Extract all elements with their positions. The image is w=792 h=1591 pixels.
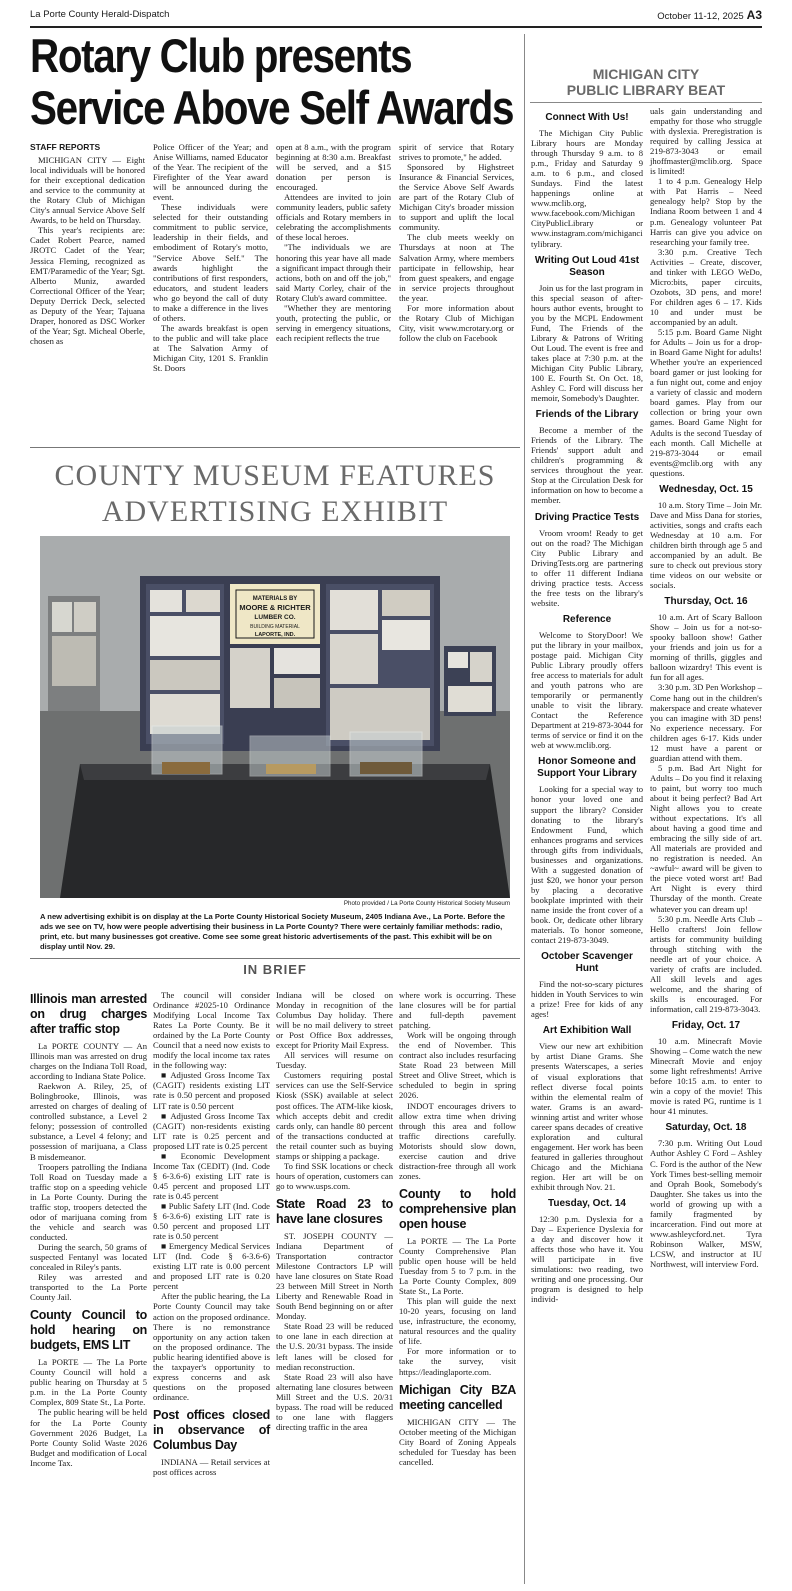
paragraph: All services will resume on Tuesday. <box>276 1050 393 1071</box>
paragraph: 5 p.m. Bad Art Night for Adults – Do you find it relaxing to paint, but worry too much about it being perfect? Bad Art Night allows you to create without expectations. It's all about having a good time and embracing the silly side of art. All materials are provided and no registration is needed. An ~awful~ award will be given to the piece voted worst art! Bad Art Night is every third Thursday of the month. Create whatever you can dream up! <box>650 762 762 914</box>
paragraph: Sponsored by Highstreet Insurance & Financial Services, the Service Above Self Awards are part of the Rotary Club of Michigan City's broader mission to support and uplift the local community. <box>399 162 514 233</box>
library-section-heading: Thursday, Oct. 16 <box>664 596 748 608</box>
paragraph: The Michigan City Public Library hours are Monday through Thursday 9 a.m. to 8 p.m., Friday and Saturday 9 a.m. to 6 p.m., and closed Sundays. Find the latest happenings online at www.mclib.org, www.facebook.com/Michigan CityPublicLibrary or www.instagram.com/michigancitylibrary. <box>531 128 643 249</box>
brief-headline: Illinois man arrested on drug charges after traffic stop <box>30 992 147 1036</box>
paragraph: "The individuals we are honoring this year have all made a significant impact through their actions, both on and off the job," said Marty Corley, chair of the Rotary Club's award committee. <box>276 242 391 303</box>
paragraph: Welcome to StoryDoor! We put the library in your mailbox, postage paid. Michigan City Public Library proudly offers free access to materials for adult and youth patrons who are temporarily or permanently unable to visit the library. Contact the Reference Department at 219-873-3044 for terms of service or find it on the web at www.mclib.org. <box>531 629 643 751</box>
paragraph: spirit of service that Rotary strives to promote," he added. <box>399 142 514 163</box>
paragraph: MICHIGAN CITY — Eight local individuals will be honored for their exceptional dedication and service to the community at the Rotary Club of Michigan City's annual Service Above Self Awards, to be held on Thursday. <box>30 155 145 226</box>
section-divider <box>30 447 520 448</box>
library-section-heading: Friday, Oct. 17 <box>671 1020 741 1032</box>
byline: STAFF REPORTS <box>30 142 101 152</box>
paragraph: 5:30 p.m. Needle Arts Club – Hello crafters! Join fellow artists for community building through stitching with the needle art of your choice. A variety of crafts are included. All skill levels and ages welcome, and the sharing of skills is encouraged. For information, call 219-873-3043. <box>650 913 762 1014</box>
paragraph: La PORTE — The La Porte County Comprehensive Plan public open house will be held Tuesday from 5 to 7 p.m. in the La Porte County Complex, 809 State St., La Porte. <box>399 1235 516 1297</box>
sign-text-4: BUILDING MATERIAL <box>250 624 300 630</box>
paragraph: 7:30 p.m. Writing Out Loud Author Ashley C Ford – Ashley C. Ford is the author of the New York Times best-selling memoir and Oprah Book, Somebody's Daughter. She takes us into the world of growing up with a family fragmented by incarceration. Find out more at www.ashleycford.net. Tyra Robinson Walker, MSW, LCSW, and instructor at IU Northwest, will interview Ford. <box>650 1138 762 1269</box>
header-rule <box>30 26 762 28</box>
rotary-col-4 <box>399 142 514 343</box>
brief-headline: Michigan City BZA meeting cancelled <box>399 1382 516 1412</box>
exhibit-photo <box>40 536 510 898</box>
library-col-a <box>531 106 643 1305</box>
brief-headline: State Road 23 to have lane closures <box>276 1196 393 1226</box>
photo-caption: A new advertising exhibit is on display at the La Porte County Historical Society Museum, 2405 Indiana Ave., La Porte. Before the ads we see on TV, how were people advertising their business in La Porte County? There were certainly familiar methods: radio, print, etc. but many businesses got creative. Come see some great historic advertisements of the past. This exhibit will be on display until Nov. 29. <box>40 912 506 951</box>
issue-date: October 11-12, 2025 <box>657 11 744 22</box>
page-number: A3 <box>746 8 762 22</box>
library-title-line-2: PUBLIC LIBRARY BEAT <box>566 82 726 98</box>
paragraph: 5:15 p.m. Board Game Night for Adults – Join us for a drop-in Board Game Night for adults! Whether you're an experienced board gamer or just looking for a fun night out, come and enjoy a variety of classic and modern board games. Play from our collection or bring your own games. Board Game Night for Adults is the second Tuesday of each month. Call Michelle at 219-873-3044 or email events@mclib.org with any questions. <box>650 327 762 478</box>
section-divider <box>30 958 520 959</box>
sign-text-3: LUMBER CO. <box>254 614 296 621</box>
paragraph: Customers requiring postal services can use the Self-Service Kiosk (SSK) available at select post offices. The ATM-like kiosk, which accepts debit and credit cards only, can handle 80 percent of the transactions conducted at the retail counter such as buying stamps or shipping a package. <box>276 1070 393 1161</box>
paragraph: Looking for a special way to honor your loved one and support the library? Consider donating to the library's Endowment Fund, which enhances programs and services through gifts from individuals, businesses and organizations. With a suggested donation of just $20, we honor your person by placing a decorative bookplate imprinted with their name inside the front cover of a book. Or, dedicate other library materials. To honor someone, contact 219-873-3049. <box>531 784 643 946</box>
paragraph: These individuals were selected for their outstanding commitment to public service, leadership in their fields, and embodiment of Rotary's motto, "Service Above Self." The awards highlight the contributions of first responders, educators, and student leaders who go beyond the call of duty to make a difference in the lives of others. <box>153 202 268 323</box>
paragraph: For more information or to take the survey, visit https://leadinglaporte.com. <box>399 1346 516 1377</box>
sign-text-2: MOORE & RICHTER <box>239 603 311 612</box>
paragraph: Riley was arrested and transported to the La Porte County Jail. <box>30 1272 147 1303</box>
rotary-col-3 <box>276 142 391 343</box>
paragraph: 10 a.m. Art of Scary Balloon Show – Join us for a not-so-spooky balloon show! Gather your friends and join us for a morning of thrills, giggles and balloon wizardry! This event is fun for all ages. <box>650 612 762 683</box>
paragraph: Find the not-so-scary pictures hidden in Youth Services to win a prize! Free for kids of any ages! <box>531 979 643 1020</box>
paragraph: The club meets weekly on Thursdays at noon at The Salvation Army, where members participate in fellowship, hear from guest speakers, and engage in service projects throughout the year. <box>399 232 514 303</box>
paragraph: "Whether they are mentoring youth, protecting the public, or serving in emergency situations, each recipient reflects the true <box>276 302 391 343</box>
paragraph: Raekwon A. Riley, 25, of Bolingbrooke, Illinois, was arrested on charges of dealing of controlled substance, a Level 2 felony; possession of controlled substance, a Level 4 felony; and possession of marijuana, a Class B misdemeanor. <box>30 1081 147 1162</box>
paragraph: 10 a.m. Story Time – Join Mr. Dave and Miss Dana for stories, activities, songs and crafts each Wednesday at 10 a.m. For children birth through age 5 and accompanied by an adult. Be sure to check out previous story time videos on our website or socials. <box>650 499 762 591</box>
page-date <box>657 8 762 22</box>
paragraph: This year's recipients are: Cadet Robert Pearce, named JROTC Cadet of the Year; Jessica Fleming, recognized as EMT/Paramedic of the Year; Sgt. Alberto Muniz, awarded Correctional Officer of the Year; Deputy Derrick Deck, selected as Deputy of the Year; Tajuana Draper, honored as DSC Worker of the Year; Sgt. Micheal Oberle, chosen as <box>30 225 145 346</box>
library-section-heading: Tuesday, Oct. 14 <box>548 1198 626 1210</box>
paragraph: 12:30 p.m. Dyslexia for a Day – Experience Dyslexia for a day and discover how it affects those who have it. You will participate in five simulations: two reading, two writing and one processing. Our program is designed to help individ- <box>531 1214 643 1305</box>
museum-title-line-1: COUNTY MUSEUM FEATURES <box>54 459 496 492</box>
paragraph: INDOT encourages drivers to allow extra time when driving through this area and follow traffic directions carefully. Motorists should slow down, exercise caution and drive distraction-free through all work zones. <box>399 1100 516 1181</box>
brief-headline: County to hold comprehensive plan open house <box>399 1186 516 1231</box>
paragraph: ■ Adjusted Gross Income Tax (CAGIT) residents existing LIT rate is 0.50 percent and proposed LIT rate is 0.50 percent <box>153 1070 270 1111</box>
exhibit-photo-drawing <box>40 536 510 898</box>
sign-text-5: LAPORTE, IND. <box>254 632 296 638</box>
paragraph: ■ Adjusted Gross Income Tax (CAGIT) non-residents existing LIT rate is 0.25 percent and proposed LIT rate is 0.25 percent <box>153 1110 270 1151</box>
brief-col-1 <box>30 990 147 1468</box>
brief-headline: County Council to hold hearing on budgets, EMS LIT <box>30 1308 147 1353</box>
paragraph: uals gain understanding and empathy for those who struggle with dyslexia. Preregistration is required by calling Jessica at 219-873-3043 or email jhoffmaster@mclib.org. Space is limited! <box>650 106 762 177</box>
paragraph: ■ Public Safety LIT (Ind. Code § 6-3.6-6) existing LIT rate is 0.50 percent and proposed LIT rate is 0.50 percent <box>153 1200 270 1242</box>
column-divider <box>524 34 525 1584</box>
rotary-headline-line-1: Rotary Club presents <box>30 29 412 82</box>
library-section-heading: Honor Someone and Support Your Library <box>537 756 637 780</box>
paragraph: To find SSK locations or check hours of operation, customers can go to www.usps.com. <box>276 1160 393 1191</box>
paragraph: This plan will guide the next 10-20 years, focusing on land use, infrastructure, the economy, natural resources and the quality of life. <box>399 1296 516 1347</box>
paragraph: INDIANA — Retail services at post offices across <box>153 1456 270 1477</box>
paragraph: Indiana will be closed on Monday in recognition of the Columbus Day holiday. There will be no mail delivery to street or Post Office Box addresses, except for Priority Mail Express. <box>276 990 393 1051</box>
library-section-heading: Saturday, Oct. 18 <box>665 1122 747 1134</box>
paragraph: ■ Economic Development Income Tax (CEDIT) (Ind. Code § 6-3.6-6) existing LIT rate is 0.45 percent and proposed LIT rate is 0.45 percent <box>153 1150 270 1201</box>
paragraph: State Road 23 will be reduced to one lane in each direction at the U.S. 20/31 bypass. The inside left lanes will be closed for median reconstruction. <box>276 1321 393 1372</box>
paragraph: ST. JOSEPH COUNTY — Indiana Department of Transportation contractor Milestone Contractors LP will have lane closures on State Road 23 between Mill Street in North Liberty and Renewable Road in South Bend beginning on or after Monday. <box>276 1230 393 1322</box>
library-section-heading: Connect With Us! <box>545 112 629 123</box>
paragraph: During the search, 50 grams of suspected Fentanyl was located concealed in Riley's pants. <box>30 1241 147 1273</box>
sign-text-1: MATERIALS BY <box>252 596 298 602</box>
rotary-col-2 <box>153 142 268 373</box>
rotary-col-1 <box>30 142 145 346</box>
paragraph: 3:30 p.m. Creative Tech Activities – Create, discover, and tinker with LEGO WeDo, Micro:bits, paper circuits, Ozobots, 3D pens, and more! For children ages 6 – 17. Kids 10 and under must be accompanied by an adult. <box>650 246 762 327</box>
paragraph: open at 8 a.m., with the program beginning at 8:30 a.m. Breakfast will be served, and a $15 donation per person is encouraged. <box>276 142 391 193</box>
rotary-headline-line-2: Service Above Self Awards <box>30 81 514 134</box>
paragraph: La PORTE COUNTY — An Illinois man was arrested on drug charges on the Indiana Toll Road, according to Indiana State Police. <box>30 1041 147 1082</box>
library-section-heading: Friends of the Library <box>535 409 639 421</box>
paragraph: View our new art exhibition by artist Diane Grams. She presents Waterscapes, a series of visual explorations that reflect diverse focal points within the elemental realm of water. Grams is an award-winning artist and writer whose career spans decades of creative exploration and cultural engagement. Her work has been featured in galleries throughout Chicago and the Michiana region. Her art will be on exhibit through Nov. 21. <box>531 1041 643 1193</box>
brief-headline: Post offices closed in observance of Columbus Day <box>153 1407 270 1452</box>
paragraph: Police Officer of the Year; and Anise Williams, named Educator of the Year. The recipient of the Firefighter of the Year award will be announced during the event. <box>153 142 268 203</box>
paragraph: Attendees are invited to join community leaders, public safety officials and Rotary members in celebrating the accomplishments of these local heroes. <box>276 192 391 243</box>
paragraph: 1 to 4 p.m. Genealogy Help with Pat Harris – Need genealogy help? Stop by the Indiana Room between 1 and 4 p.m. Genealogy volunteer Pat Harris can give you advice on researching your family tree. <box>650 176 762 247</box>
library-title-rule <box>530 102 762 103</box>
paragraph: Troopers patrolling the Indiana Toll Road on Tuesday made a traffic stop on a speeding vehicle in La Porte County. During the traffic stop, troopers detected the odor of marijuana coming from the vehicle and search was conducted. <box>30 1161 147 1242</box>
museum-title-line-2: ADVERTISING EXHIBIT <box>101 495 449 528</box>
library-section-heading: October Scavenger Hunt <box>541 951 633 975</box>
paragraph: ■ Emergency Medical Services LIT (Ind. Code § 6-3.6-6) existing LIT rate is 0.00 percent and proposed LIT rate is 0.20 percent <box>153 1241 270 1292</box>
brief-col-2 <box>153 990 270 1477</box>
in-brief-heading: IN BRIEF <box>243 962 307 977</box>
brief-col-3 <box>276 990 393 1432</box>
paragraph: The awards breakfast is open to the public and will take place at The Salvation Army of Michigan City, 1201 S. Franklin St. Doors <box>153 322 268 374</box>
photo-credit: Photo provided / La Porte County Historical Society Museum <box>343 900 510 907</box>
library-section-heading: Art Exhibition Wall <box>542 1025 632 1037</box>
library-section-heading: Reference <box>562 613 612 625</box>
library-section-heading: Driving Practice Tests <box>534 511 640 523</box>
paragraph: Join us for the last program in this special season of after-hours author events, brought to you by the MCPL Endowment Fund, The Friends of the Library & Patrons of Writing Out Loud. The event is free and takes place at 7:30 p.m. at the Michigan City Public Library, 100 E. Fourth St. On Oct. 18, Ashley C. Ford will discuss her memoir, Somebody's Daughter. <box>531 282 643 404</box>
library-section-heading: Writing Out Loud 41st Season <box>534 254 640 278</box>
paragraph: The public hearing will be held for the La Porte County Government 2026 Budget, La Porte County Solid Waste 2026 Budget and modification of Local Income Tax. <box>30 1407 147 1468</box>
paragraph: Vroom vroom! Ready to get out on the road? The Michigan City Public Library and DrivingTests.org are partnering to offer 11 different Indiana driving practice tests. Access the free tests on the library's website. <box>531 527 643 608</box>
paragraph: Become a member of the Friends of the Library. The Friends' support adult and children's programming & services throughout the year. Stop at the Circulation Desk for information on how to become a member. <box>531 425 643 506</box>
rotary-headline <box>30 29 514 134</box>
brief-col-4 <box>399 990 516 1467</box>
library-title-line-1: MICHIGAN CITY <box>592 66 700 82</box>
library-section-heading: Wednesday, Oct. 15 <box>659 483 753 495</box>
library-col-b <box>650 106 762 1269</box>
paragraph: Work will be ongoing through the end of November. This contract also includes resurfacing State Road 23 between Mill Street and Olive Street, which is scheduled to begin in spring 2026. <box>399 1030 516 1101</box>
paper-name: La Porte County Herald-Dispatch <box>30 9 170 20</box>
museum-title <box>30 458 520 530</box>
paragraph: After the public hearing, the La Porte County Council may take action on the proposed ordinance. There is no remonstrance opportunity on any action taken on the proposed ordinance. The public hearing identified above is the taxpayer's opportunity to express concerns and ask questions on the proposed ordinance. <box>153 1291 270 1402</box>
paragraph: For more information about the Rotary Club of Michigan City, visit www.mcrotary.org or follow the club on Facebook <box>399 302 514 343</box>
library-beat-title <box>530 66 762 98</box>
paragraph: 10 a.m. Minecraft Movie Showing – Come watch the new Minecraft Movie and enjoy some light refreshments! Arrive before 10:15 a.m. to enter to win a copy of the movie! This movie is rated PG, runtime is 1 hour 41 minutes. <box>650 1036 762 1117</box>
paragraph: where work is occurring. These lane closures will be for partial and full-depth pavement patching. <box>399 990 516 1031</box>
paragraph: La PORTE — The La Porte County Council will hold a public hearing on Thursday at 5 p.m. in the La Porte County Complex, 809 State St., La Porte. <box>30 1357 147 1408</box>
paragraph: The council will consider Ordinance #2025-10 Ordinance Modifying Local Income Tax Rates La Porte County. Be it ordained by the La Porte County Council that a need now exists to modify the local income tax rates in the following way: <box>153 990 270 1071</box>
paragraph: MICHIGAN CITY — The October meeting of the Michigan City Board of Zoning Appeals scheduled for Tuesday has been cancelled. <box>399 1416 516 1467</box>
paragraph: 3:30 p.m. 3D Pen Workshop – Come hang out in the children's makerspace and create whatever you can imagine with 3D pens! No experience necessary. For children ages 6-17. Kids under 12 must have a parent or guardian attend with them. <box>650 682 762 763</box>
paragraph: State Road 23 will also have alternating lane closures between Mill Street and the U.S. 20/31 bypass. The road will be reduced to one lane with flaggers directing traffic in the area <box>276 1371 393 1432</box>
